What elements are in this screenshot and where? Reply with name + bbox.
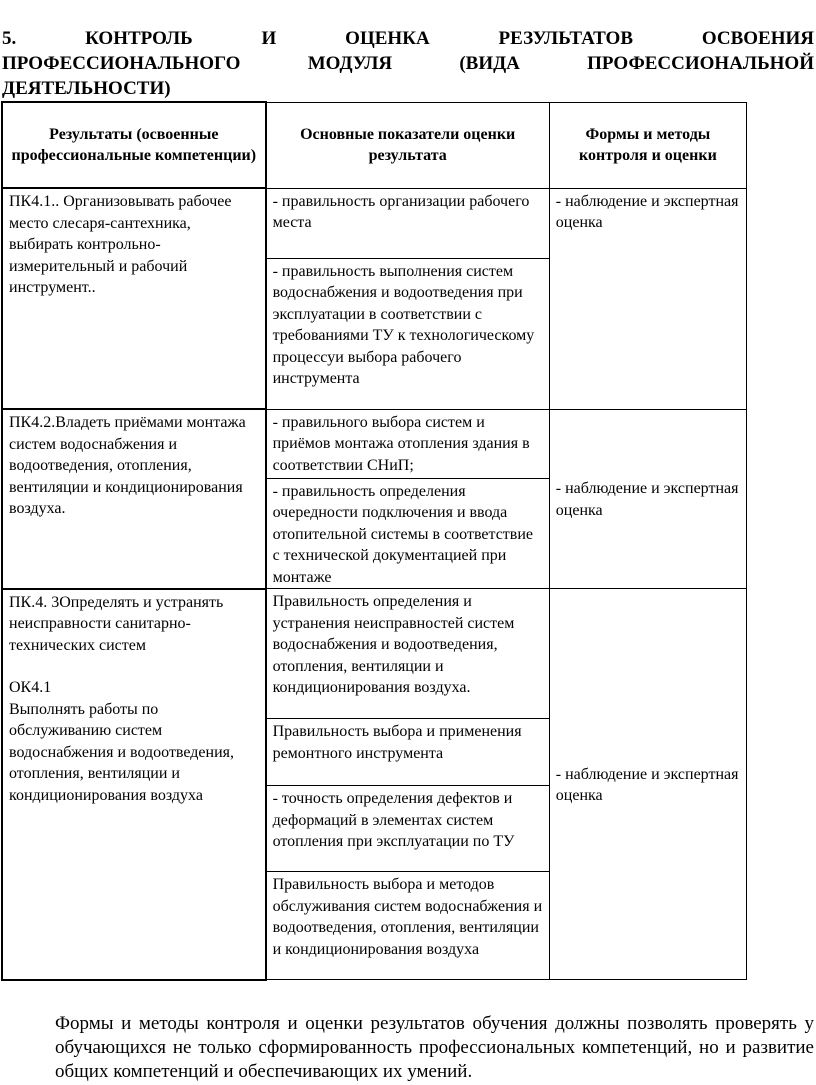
indicator-cell: Правильность определения и устранения неисправностей систем водоснабжения и водоотведения, отопления, вентиляции и кондиционирования воздуха. [266,589,550,719]
forms-cell: - наблюдение и экспертная оценка [549,409,746,589]
competence-text: ПК.4. 3Определять и устранять неисправности санитарно-технических систем [9,593,224,654]
header-results: Результаты (освоенные профессиональные компетенции) [2,102,266,188]
footer-paragraph [2,1012,814,1084]
section-heading [2,26,814,101]
forms-cell: - наблюдение и экспертная оценка [549,589,746,980]
footer-text: Формы и методы контроля и оценки результатов обучения должны позволять проверять у обучающихся не только сформированность профессиональных компетенций, но и развитие общих компетенций и обеспечивающих их умений. [55,1013,814,1082]
competence-cell: ПК4.1.. Организовывать рабочее место слесаря-сантехника, выбирать контрольно-измерительный и рабочий инструмент.. [2,188,266,409]
competence-cell: ПК4.2.Владеть приёмами монтажа систем водоснабжения и водоотведения, отопления, вентиляции и кондиционирования воздуха. [2,409,266,589]
header-forms: Формы и методы контроля и оценки [549,102,746,188]
table-header-row [2,102,747,188]
indicator-cell: - правильного выбора систем и приёмов монтажа отопления здания в соответствии СНиП; [266,409,550,478]
heading-line-2: ПРОФЕССИОНАЛЬНОГО МОДУЛЯ (ВИДА ПРОФЕССИОНАЛЬНОЙ [2,53,814,74]
indicator-cell: Правильность выбора и применения ремонтного инструмента [266,719,550,786]
indicator-cell: - правильность выполнения систем водоснабжения и водоотведения при эксплуатации в соответствии с требованиями ТУ к технологическому процессуи выбора рабочего инструмента [266,258,550,409]
competence-extra-text: Выполнять работы по обслуживанию систем водоснабжения и водоотведения, отопления, вентиляции и кондиционирования воздуха [9,700,235,804]
forms-cell: - наблюдение и экспертная оценка [549,188,746,409]
indicator-cell: - правильность определения очередности подключения и ввода отопительной системы в соответствие с технической документацией при монтаже [266,478,550,589]
header-indicators: Основные показатели оценки результата [266,102,550,188]
table-row [2,188,747,258]
indicator-cell: - точность определения дефектов и деформаций в элементах систем отопления при эксплуатации по ТУ [266,786,550,872]
heading-line-3: ДЕЯТЕЛЬНОСТИ) [2,78,171,99]
competence-cell [2,589,266,980]
heading-line-1: 5. КОНТРОЛЬ И ОЦЕНКА РЕЗУЛЬТАТОВ ОСВОЕНИЯ [2,28,814,49]
competence-extra-code: ОК4.1 [9,679,52,696]
assessment-table [1,101,747,981]
indicator-cell: Правильность выбора и методов обслуживания систем водоснабжения и водоотведения, отопления, вентиляции и кондиционирования воздуха [266,872,550,980]
indicator-cell: - правильность организации рабочего места [266,188,550,258]
table-row [2,589,747,719]
table-row [2,409,747,478]
